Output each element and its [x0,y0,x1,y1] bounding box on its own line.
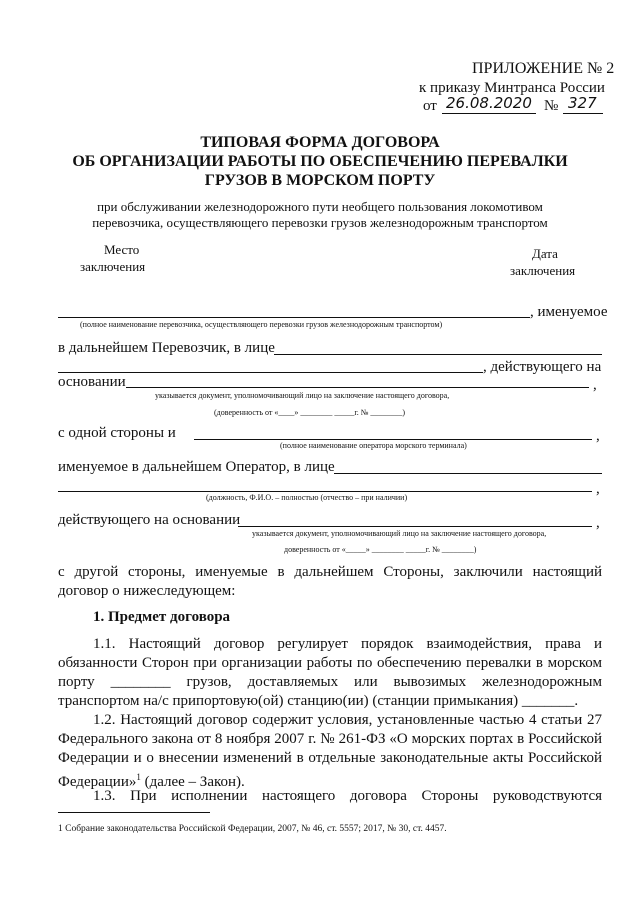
subtitle-line1: при обслуживании железнодорожного пути необщего пользования локомотивом [97,199,543,214]
operator-name-line [194,439,592,440]
named-text: , именуемое [530,304,608,320]
carrier-name-line [58,317,530,318]
operator-position-hint: (должность, Ф.И.О. – полностью (отчество – при наличии) [206,493,408,502]
order-date-label: от [423,98,437,114]
order-number-handwritten: 327 [568,94,597,112]
carrier-basis-line [126,387,589,388]
document-title-line1: ТИПОВАЯ ФОРМА ДОГОВОРА [200,134,440,151]
footnote-separator [58,812,210,813]
appendix-label: ПРИЛОЖЕНИЕ № 2 [472,60,615,77]
operator-name-hint: (полное наименование оператора морского терминала) [280,441,467,450]
document-title-line3: ГРУЗОВ В МОРСКОМ ПОРТУ [204,172,436,189]
carrier-representative-line-2 [58,372,483,373]
clause-1-1: 1.1. Настоящий договор регулирует порядок взаимодействия, права и обязанности Сторон при организации работы по обеспечению перевалки в морском порту ________ грузов, доставляемых или вывозимых железнодорожным транспортом на/с припортовую(ой) станцию(ии) (станции примыкания) _______. [58,636,602,709]
document-title-line2: ОБ ОРГАНИЗАЦИИ РАБОТЫ ПО ОБЕСПЕЧЕНИЮ ПЕРЕВАЛКИ [72,153,568,170]
operator-in-person-text: именуемое в дальнейшем Оператор, в лице [58,459,335,475]
operator-basis-line [238,526,592,527]
clause-1-2 [58,711,602,792]
order-reference: к приказу Минтранса России [419,80,605,96]
carrier-basis-hint: указывается документ, уполномочивающий лицо на заключение настоящего договора, [155,391,450,400]
operator-basis-comma: , [596,515,600,531]
basis-comma: , [593,377,597,393]
place-label: Место [104,242,140,257]
acting-on-basis-text: действующего на основании [58,512,241,528]
operator-comma: , [596,428,600,444]
date-label-2: заключения [510,263,576,278]
carrier-name-hint: (полное наименование перевозчика, осуществляющего перевозки грузов железнодорожным транспортом) [80,320,443,329]
order-number-label: № [544,98,559,114]
footnote-ref: 1 [136,772,141,782]
other-side-paragraph: с другой стороны, именуемые в дальнейшем Стороны, заключили настоящий договор о нижеследующем: [58,564,602,599]
clause-1-3 [58,787,602,806]
section-1-heading: 1. Предмет договора [93,609,231,625]
operator-basis-hint: указывается документ, уполномочивающий лицо на заключение настоящего договора, [252,529,547,538]
carrier-poa-hint: (доверенность от «____» ________ _____г. № ________) [214,408,406,417]
operator-position-line [58,491,592,492]
carrier-representative-line [274,354,602,355]
clause-1-2-text: 1.2. Настоящий договор содержит условия, установленные частью 4 статьи 27 Федерального закона от 8 ноября 2007 г. № 261-ФЗ «О морских портах в Российской Федерации и о внесении изменений в отдельные законодательные акты Российской Федерации» [58,712,602,790]
order-number-underline [563,113,603,114]
operator-poa-hint: доверенность от «_____» ________ _____г. № ________) [284,545,477,554]
basis-text: основании [58,374,126,390]
date-label: Дата [532,246,558,261]
one-side-text: с одной стороны и [58,425,176,441]
clause-1-3-text: 1.3. При исполнении настоящего договора Стороны руководствуются [93,788,602,804]
acting-text: , действующего на [483,359,602,375]
clause-1-2-tail: (далее – Закон). [140,774,245,790]
order-date-handwritten: 26.08.2020 [446,94,532,112]
footnote-text: 1 Собрание законодательства Российской Федерации, 2007, № 46, ст. 5557; 2017, № 30, ст. 4457. [58,824,447,834]
subtitle-line2: перевозчика, осуществляющего перевозки грузов железнодорожным транспортом [92,215,548,230]
order-date-underline [442,113,536,114]
operator-position-comma: , [596,481,600,497]
operator-representative-line [334,473,602,474]
place-label-2: заключения [80,259,146,274]
carrier-in-person-text: в дальнейшем Перевозчик, в лице [58,340,275,356]
